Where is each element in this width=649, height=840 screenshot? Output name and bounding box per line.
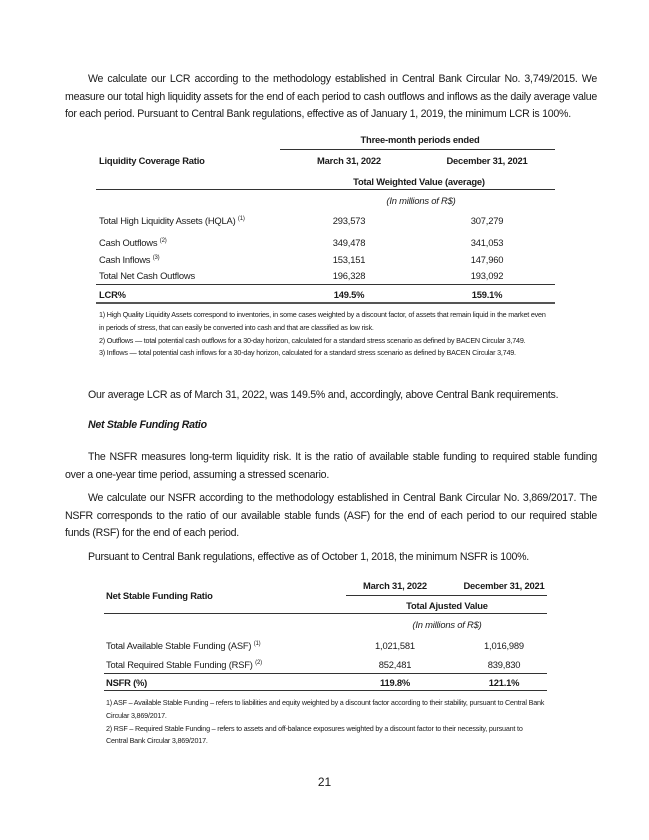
lcr-units: (In millions of R$) [386,195,456,206]
nsfr-row-label [106,640,260,651]
lcr-total-label: LCR% [99,289,126,300]
lcr-row-header: Liquidity Coverage Ratio [99,155,205,166]
nsfr-section-heading: Net Stable Funding Ratio [88,419,207,431]
nsfr-total-label: NSFR (%) [106,677,148,688]
lcr-bottom-rule [96,302,555,304]
lcr-summary-paragraph: Our average LCR as of March 31, 2022, was 149.5% and, accordingly, above Central Bank requirements. [88,389,559,401]
nsfr-date-rule [346,595,547,596]
lcr-value: 293,573 [332,215,366,226]
nsfr-total-value: 121.1% [488,677,520,688]
nsfr-total-value: 119.8% [379,677,411,688]
nsfr-methodology-paragraph: We calculate our NSFR according to the methodology established in Central Bank Circular No. 3,869/2017. The NSFR corresponds to the ratio of our available stable funds (ASF) for the end of each period to our required stable funds (RSF) for the end of each period. [65,492,597,539]
footnote-ref: (1) [253,641,261,647]
nsfr-value: 1,021,581 [375,640,415,651]
nsfr-value: 1,016,989 [484,640,524,651]
nsfr-value: 852,481 [378,659,412,670]
lcr-row-label-text: Cash Inflows [99,254,151,265]
nsfr-column-header-1: March 31, 2022 [363,580,427,591]
nsfr-value: 839,830 [487,659,521,670]
lcr-value: 349,478 [332,237,366,248]
lcr-row-label-text: Total High Liquidity Assets (HQLA) [99,215,236,226]
footnote-ref: (1) [237,216,245,222]
lcr-row-label: Total Net Cash Outflows [99,270,195,281]
nsfr-row-label-text: Total Available Stable Funding (ASF) [106,640,252,651]
lcr-footnote: 1) High Quality Liquidity Assets correspond to inventories, in some cases weighted by a discount factor, of assets that remain liquid in the market even in periods of stress, that can easily be converted into cash and that are classified as low risk. [99,310,546,332]
lcr-total-value: 159.1% [471,289,503,300]
nsfr-total-rule [104,673,547,674]
nsfr-footnote: 2) RSF – Required Stable Funding – refers to assets and off-balance exposures weighted by a discount factor to their necessity, pursuant to Central Bank Circular 3,869/2017. [106,723,523,746]
lcr-total-value: 149.5% [333,289,365,300]
footnote-ref: (2) [159,238,167,244]
nsfr-subheader: Total Ajusted Value [406,600,488,611]
lcr-group-header: Three-month periods ended [360,134,480,145]
lcr-row-label-text: Cash Outflows [99,237,158,248]
nsfr-units: (In millions of R$) [412,619,482,630]
nsfr-footnote: 1) ASF – Available Stable Funding – refers to liabilities and equity weighted by a discount factor according to their stability, pursuant to Central Bank Circular 3,869/2017. [106,698,545,720]
lcr-row-label [99,215,245,226]
lcr-total-rule [96,284,555,285]
lcr-value: 307,279 [470,215,504,226]
nsfr-minimum-paragraph: Pursuant to Central Bank regulations, effective as of October 1, 2018, the minimum NSFR is 100%. [88,551,529,563]
nsfr-definition-paragraph: The NSFR measures long-term liquidity risk. It is the ratio of available stable funding to required stable funding over a one-year time period, assuming a stressed scenario. [65,451,597,481]
lcr-value: 153,151 [332,254,366,265]
lcr-row-label [99,237,167,248]
nsfr-row-label-text: Total Required Stable Funding (RSF) [106,659,253,670]
lcr-column-header-1: March 31, 2022 [317,155,381,166]
lcr-value: 193,092 [470,270,504,281]
lcr-header-rule [96,189,555,190]
lcr-footnote: 3) Inflows — total potential cash inflows for a 30-day horizon, calculated for a standard stress scenario as defined by BACEN Circular 3,749. [99,348,516,358]
lcr-value: 196,328 [332,270,366,281]
lcr-footnote: 2) Outflows — total potential cash outflows for a 30-day horizon, calculated for a standard stress scenario as defined by BACEN Circular 3,749. [99,335,526,345]
lcr-row-label [99,254,159,265]
lcr-value: 147,960 [470,254,504,265]
nsfr-bottom-rule [104,690,547,691]
nsfr-row-header: Net Stable Funding Ratio [106,590,213,601]
footnote-ref: (2) [255,660,262,666]
nsfr-footnotes [106,697,546,748]
lcr-group-rule [280,149,555,150]
page-number: 21 [317,775,332,789]
footnote-ref: (3) [152,255,160,261]
lcr-subheader: Total Weighted Value (average) [353,176,485,187]
lcr-footnotes [99,309,549,360]
nsfr-column-header-2: December 31, 2021 [463,580,545,591]
nsfr-header-rule [104,613,547,614]
nsfr-row-label [106,659,262,670]
lcr-methodology-paragraph: We calculate our LCR according to the methodology established in Central Bank Circular No. 3,749/2015. We measure our total high liquidity assets for the end of each period to cash outflows and inflows as the daily average value for each period. Pursuant to Central Bank regulations, effective as of January 1, 2019, the minimum LCR is 100%. [65,73,597,120]
lcr-column-header-2: December 31, 2021 [446,155,528,166]
lcr-value: 341,053 [470,237,504,248]
